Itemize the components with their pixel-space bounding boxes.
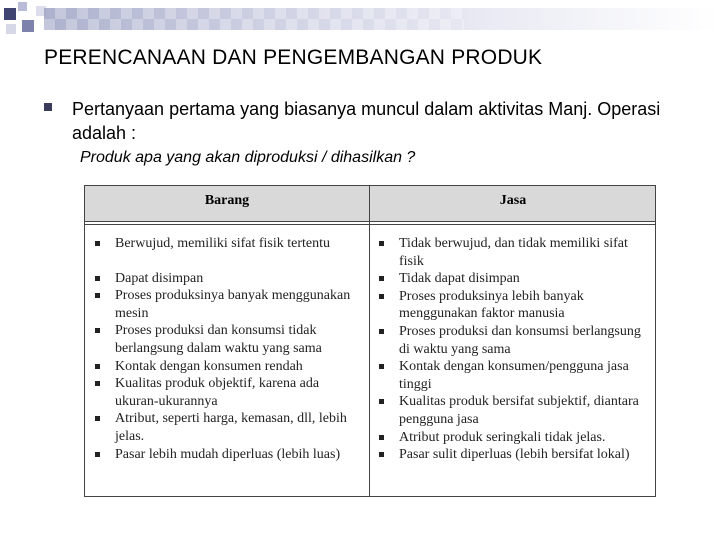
bullet-text: Pertanyaan pertama yang biasanya muncul dalam aktivitas Manj. Operasi adalah : <box>72 99 661 143</box>
square-bullet-icon <box>379 294 384 299</box>
list-item-text: Proses produksi dan konsumsi berlangsung di waktu yang sama <box>399 323 641 357</box>
list-item-text: Dapat disimpan <box>115 270 204 286</box>
list-item <box>377 393 649 428</box>
square-bullet-icon <box>95 276 100 281</box>
list-item-text: Tidak berwujud, dan tidak memiliki sifat fisik <box>399 236 628 269</box>
square-bullet-icon <box>379 435 384 440</box>
square-bullet-icon <box>95 416 100 421</box>
list-item-text: Pasar lebih mudah diperluas (lebih luas) <box>115 446 341 462</box>
list-item <box>377 235 649 270</box>
list-item <box>93 322 361 357</box>
square-bullet-icon <box>95 364 100 369</box>
list-item <box>93 235 361 253</box>
list-item <box>93 358 361 376</box>
list-item <box>377 288 649 323</box>
list-item-text: Proses produksi dan konsumsi tidak berlangsung dalam waktu yang sama <box>115 323 322 356</box>
list-item <box>93 410 361 445</box>
square-bullet-icon <box>379 399 384 404</box>
square-bullet-icon <box>44 103 52 111</box>
square-bullet-icon <box>95 241 100 246</box>
list-item <box>93 446 361 464</box>
square-bullet-icon <box>379 364 384 369</box>
list-item-text: Proses produksinya banyak menggunakan mesin <box>115 288 351 321</box>
list-item-text: Tidak dapat disimpan <box>399 271 520 287</box>
list-item <box>377 429 649 447</box>
slide-title: PERENCANAAN DAN PENGEMBANGAN PRODUK <box>44 46 543 69</box>
list-item-text: Atribut produk seringkali tidak jelas. <box>399 429 606 445</box>
list-item <box>377 270 649 288</box>
header-barang: Barang <box>204 193 250 208</box>
square-bullet-icon <box>379 241 384 246</box>
sub-question: Produk apa yang akan diproduksi / dihasilkan ? <box>80 149 416 166</box>
square-bullet-icon <box>379 276 384 281</box>
list-item-text: Kualitas produk bersifat subjektif, diantara pengguna jasa <box>399 394 639 427</box>
header-divider <box>85 222 655 225</box>
list-item <box>93 270 361 288</box>
square-bullet-icon <box>379 452 384 457</box>
comparison-table <box>84 185 656 497</box>
decorative-checker-pattern <box>44 8 464 30</box>
barang-list <box>93 235 361 463</box>
list-item-text: Proses produksinya lebih banyak menggunakan faktor manusia <box>399 288 584 322</box>
square-bullet-icon <box>95 452 100 457</box>
list-item-text: Atribut, seperti harga, kemasan, dll, lebih jelas. <box>115 411 347 444</box>
list-item <box>93 287 361 322</box>
table-header-row <box>85 186 655 222</box>
list-item-text: Kontak dengan konsumen/pengguna jasa tinggi <box>399 359 629 392</box>
list-item-text: Kontak dengan konsumen rendah <box>115 358 303 374</box>
header-jasa: Jasa <box>499 193 527 208</box>
list-item <box>377 446 649 464</box>
list-item-text: Pasar sulit diperluas (lebih bersifat lokal) <box>399 447 630 463</box>
square-bullet-icon <box>379 329 384 334</box>
list-item <box>93 375 361 410</box>
square-bullet-icon <box>95 328 100 333</box>
list-item-text: Berwujud, memiliki sifat fisik tertentu <box>115 236 331 251</box>
column-divider <box>369 186 370 496</box>
jasa-list <box>377 235 649 464</box>
list-item <box>377 358 649 393</box>
list-item-text: Kualitas produk objektif, karena ada ukuran-ukurannya <box>115 376 320 409</box>
square-bullet-icon <box>95 381 100 386</box>
square-bullet-icon <box>95 293 100 298</box>
list-item <box>377 323 649 358</box>
